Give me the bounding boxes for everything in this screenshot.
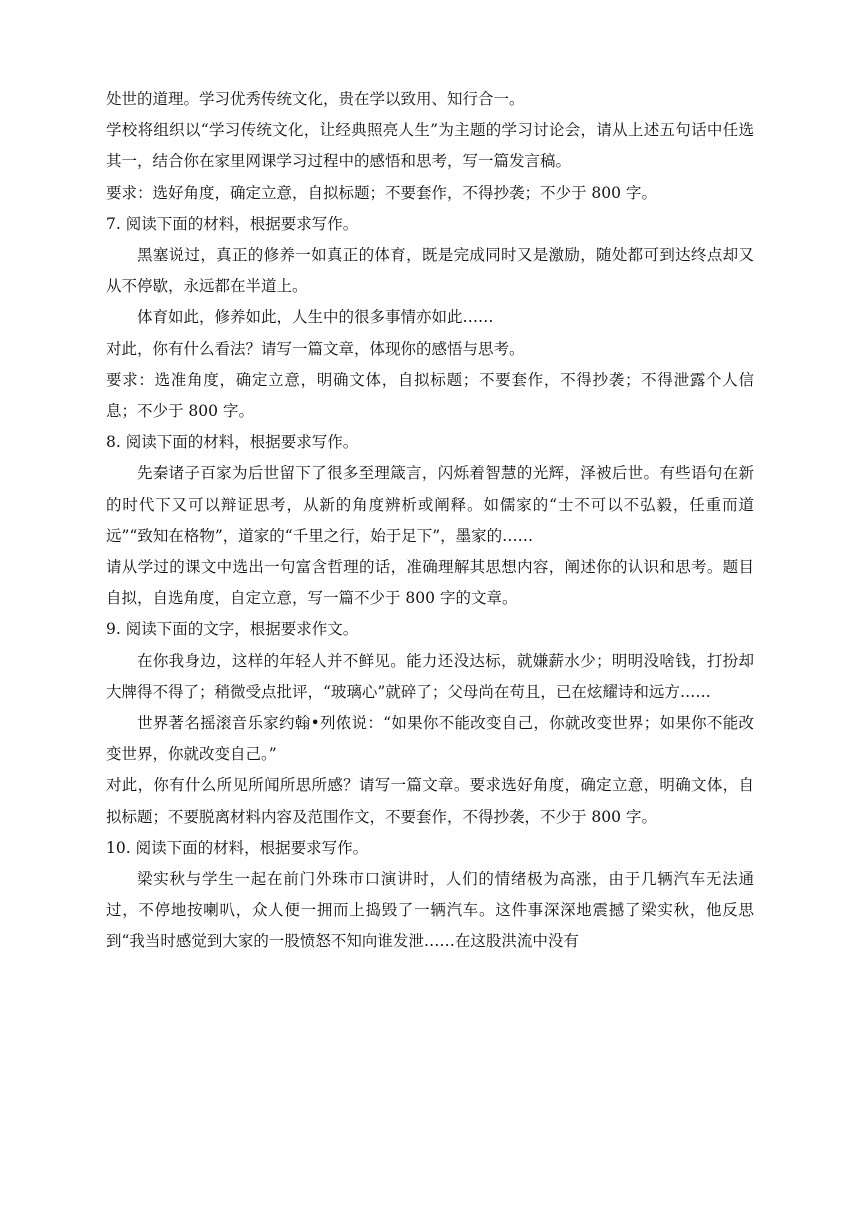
question-9-heading: 9. 阅读下面的文字，根据要求作文。: [106, 620, 359, 639]
question-7-heading: 7. 阅读下面的材料，根据要求写作。: [106, 214, 359, 233]
question-8-heading: 8. 阅读下面的材料，根据要求写作。: [106, 433, 359, 452]
paragraph-1: 处世的道理。学习优秀传统文化，贵在学以致用、知行合一。: [106, 90, 525, 108]
question-9-material-1: 在你我身边，这样的年轻人并不鲜见。能力还没达标，就嫌薪水少；明明没啥钱，打扮却大牌得不得了；稍微受点批评，“玻璃心”就碎了；父母尚在苟且，已在炫耀诗和远方……: [106, 651, 754, 701]
question-7-requirements: 要求：选准角度，确定立意，明确文体，自拟标题；不要套作，不得抄袭；不得泄露个人信息；不少于 800 字。: [106, 370, 754, 421]
question-10-heading: 10. 阅读下面的材料，根据要求写作。: [106, 838, 369, 857]
question-8-prompt: 请从学过的课文中选出一句富含哲理的话，准确理解其思想内容，阐述你的认识和思考。题目自拟，自选角度，自定立意，写一篇不少于 800 字的文章。: [106, 558, 754, 608]
question-10-material: 梁实秋与学生一起在前门外珠市口演讲时，人们的情绪极为高涨，由于几辆汽车无法通过，不停地按喇叭，众人便一拥而上捣毁了一辆汽车。这件事深深地震撼了梁实秋，他反思到“我当时感觉到大家的一股愤怒不知向谁发泄……在这股洪流中没有: [106, 870, 754, 951]
question-9-prompt: 对此，你有什么所见所闻所思所感？请写一篇文章。要求选好角度，确定立意，明确文体，自拟标题；不要脱离材料内容及范围作文，不要套作，不得抄袭，不少于 800 字。: [106, 776, 754, 826]
paragraph-3: 要求：选好角度，确定立意，自拟标题；不要套作，不得抄袭；不少于 800 字。: [106, 183, 657, 202]
paragraph-2: 学校将组织以“学习传统文化，让经典照亮人生”为主题的学习讨论会，请从上述五句话中任选其一，结合你在家里网课学习过程中的感悟和思考，写一篇发言稿。: [106, 121, 754, 171]
document-page: [106, 84, 754, 958]
question-9-material-2: 世界著名摇滚音乐家约翰•列侬说：“如果你不能改变自己，你就改变世界；如果你不能改变世界，你就改变自己。”: [106, 714, 754, 764]
question-8-material: 先秦诸子百家为后世留下了很多至理箴言，闪烁着智慧的光辉，泽被后世。有些语句在新的时代下又可以辩证思考，从新的角度辨析或阐释。如儒家的“士不可以不弘毅，任重而道远”“致知在格物”，道家的“千里之行，始于足下”，墨家的……: [106, 464, 754, 545]
question-7-prompt: 对此，你有什么看法？请写一篇文章，体现你的感悟与思考。: [106, 339, 525, 358]
question-7-material-1: 黑塞说过，真正的修养一如真正的体育，既是完成同时又是激励，随处都可到达终点却又从不停歇，永远都在半道上。: [106, 246, 754, 296]
question-7-material-2: 体育如此，修养如此，人生中的很多事情亦如此……: [137, 308, 494, 327]
